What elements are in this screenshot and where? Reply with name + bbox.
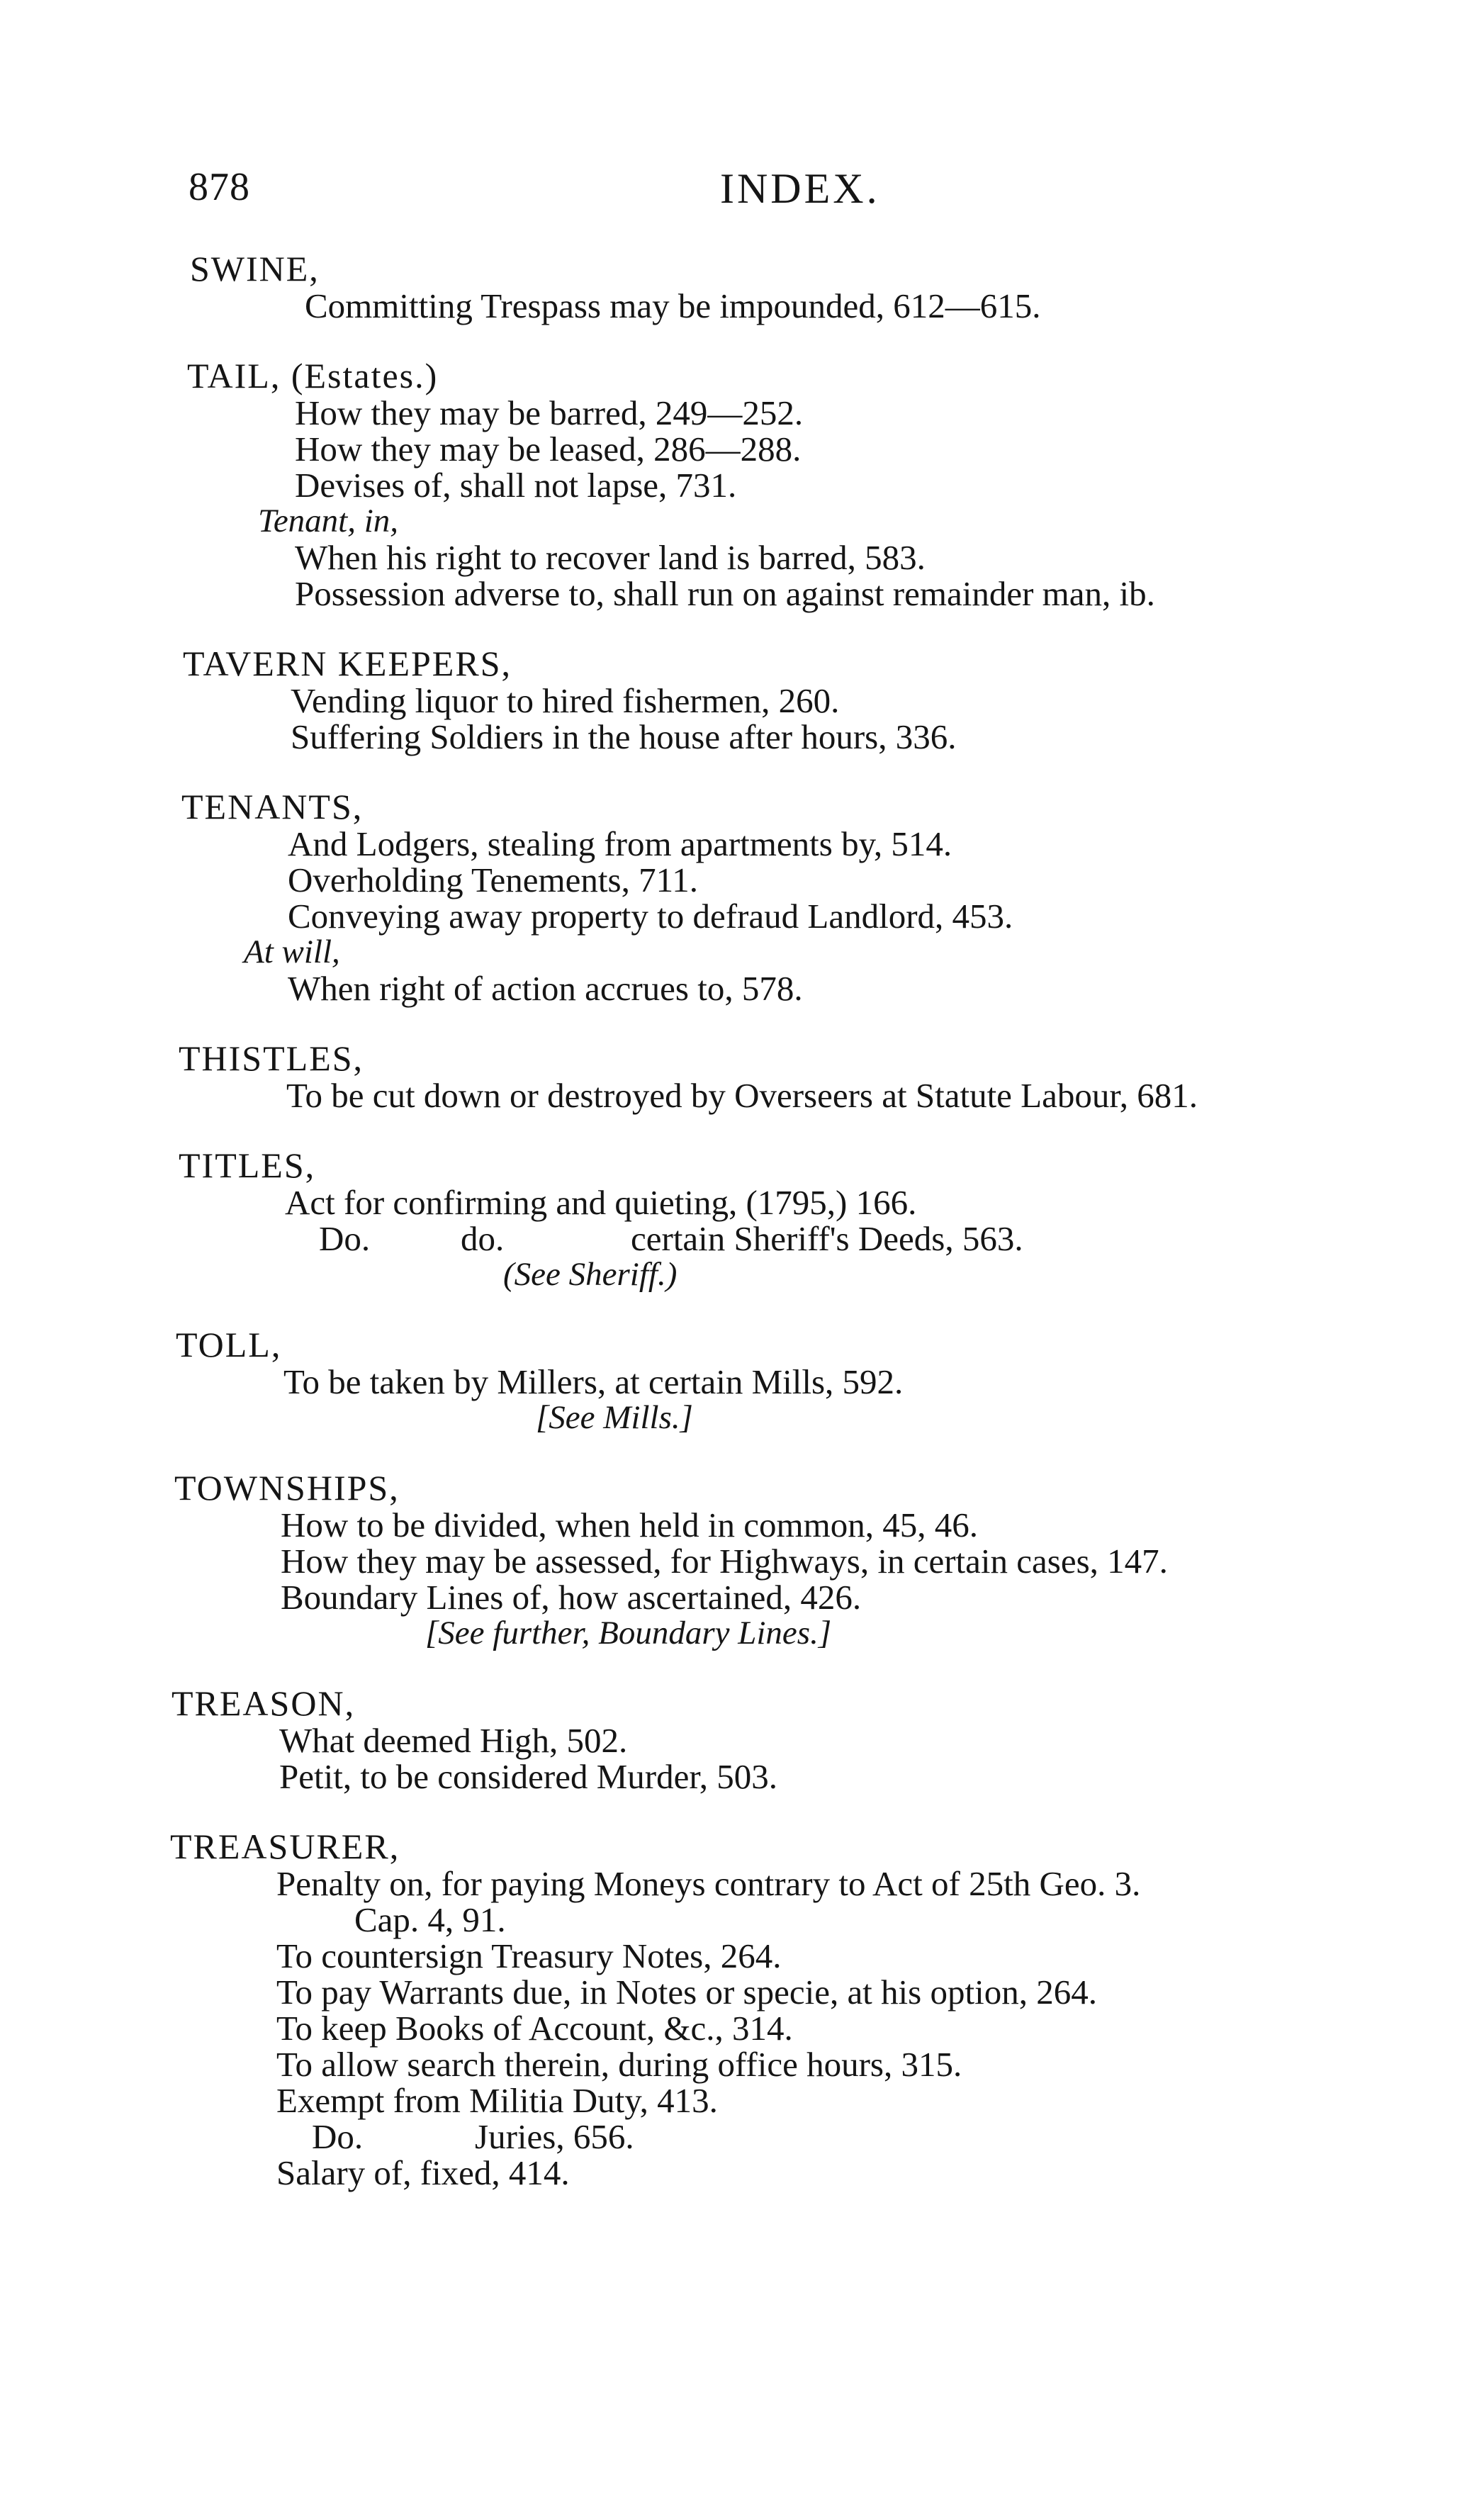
entry-line: How they may be leased, 286—288. [295, 430, 802, 469]
entry-line: How they may be assessed, for Highways, in certain cases, 147. [281, 1542, 1168, 1581]
entry-heading: THISTLES, [179, 1038, 364, 1078]
entry-heading: TREASURER, [170, 1827, 400, 1866]
entry-line: How they may be barred, 249—252. [295, 393, 804, 432]
entry-heading: TOLL, [176, 1325, 282, 1364]
entry-line: To keep Books of Account, &c., 314. [276, 2009, 793, 2048]
entry-tavern-keepers [170, 644, 1403, 755]
entry-line: How to be divided, when held in common, 45, 46. [281, 1505, 978, 1544]
entry-line: Conveying away property to defraud Landlord, 453. [288, 897, 1013, 936]
entry-line: Overholding Tenements, 711. [288, 860, 699, 899]
entry-line: When right of action accrues to, 578. [288, 969, 803, 1008]
ditto-mark: Do. [319, 1219, 371, 1258]
entry-line: To be taken by Millers, at certain Mills, 592. [283, 1362, 904, 1401]
page-header [189, 164, 1252, 221]
entry-line: Vending liquor to hired fishermen, 260. [291, 681, 840, 720]
entry-line: What deemed High, 502. [279, 1721, 628, 1760]
entry-subheading: Tenant, in, [258, 503, 399, 539]
entry-treason [170, 1684, 1403, 1795]
entry-line: Committing Trespass may be impounded, 612—615. [305, 286, 1041, 325]
entry-heading: TENANTS, [181, 787, 364, 826]
entry-line: Boundary Lines of, how ascertained, 426. [281, 1578, 862, 1617]
entry-heading: TOWNSHIPS, [174, 1468, 400, 1508]
entry-line: Suffering Soldiers in the house after hours, 336. [291, 717, 957, 756]
entry-line: To allow search therein, during office hours, 315. [276, 2045, 962, 2084]
entry-heading: TAIL, (Estates.) [187, 356, 439, 396]
entry-line: To countersign Treasury Notes, 264. [276, 1936, 782, 1975]
entry-heading: TAVERN KEEPERS, [183, 644, 512, 683]
ditto-mark: do. [461, 1219, 505, 1258]
entry-line: Act for confirming and quieting, (1795,) 166. [285, 1183, 917, 1222]
page-number: 878 [189, 165, 250, 209]
entry-treasurer [170, 1827, 1403, 2191]
entry-toll [170, 1325, 1403, 1436]
ditto-text: certain Sheriff's Deeds, 563. [631, 1219, 1023, 1258]
index-body [170, 249, 1403, 2223]
ditto-mark: Do. [312, 2117, 364, 2156]
entry-heading: TITLES, [179, 1145, 316, 1185]
entry-line: When his right to recover land is barred, 583. [295, 538, 926, 577]
entry-thistles [170, 1039, 1403, 1113]
running-title: INDEX. [720, 165, 880, 212]
entry-line: Salary of, fixed, 414. [276, 2153, 570, 2192]
entry-heading: SWINE, [190, 249, 320, 288]
cross-reference: [See further, Boundary Lines.] [425, 1615, 832, 1651]
entry-subheading: At will, [244, 933, 340, 970]
entry-titles [170, 1146, 1403, 1293]
entry-line: And Lodgers, stealing from apartments by, 514. [288, 824, 952, 863]
entry-line: Cap. 4, 91. [354, 1900, 506, 1939]
entry-heading: TREASON, [172, 1683, 356, 1723]
entry-tenants [170, 787, 1403, 1006]
entry-line: Penalty on, for paying Moneys contrary to Act of 25th Geo. 3. [276, 1864, 1141, 1903]
entry-line: Petit, to be considered Murder, 503. [279, 1757, 777, 1796]
cross-reference: [See Mills.] [536, 1399, 693, 1436]
entry-line: Devises of, shall not lapse, 731. [295, 466, 737, 505]
cross-reference: (See Sheriff.) [503, 1256, 678, 1293]
ditto-line [170, 2119, 1403, 2155]
entry-line: Exempt from Militia Duty, 413. [276, 2081, 718, 2120]
ditto-text: Juries, 656. [475, 2117, 634, 2156]
entry-line: To be cut down or destroyed by Overseers at Statute Labour, 681. [286, 1076, 1198, 1115]
entry-swine [170, 249, 1403, 324]
entry-line: Possession adverse to, shall run on against remainder man, ib. [295, 574, 1155, 613]
entry-line: To pay Warrants due, in Notes or specie, at his option, 264. [276, 1973, 1097, 2012]
ditto-line [170, 1221, 1403, 1257]
entry-townships [170, 1469, 1403, 1651]
entry-tail [170, 357, 1403, 612]
